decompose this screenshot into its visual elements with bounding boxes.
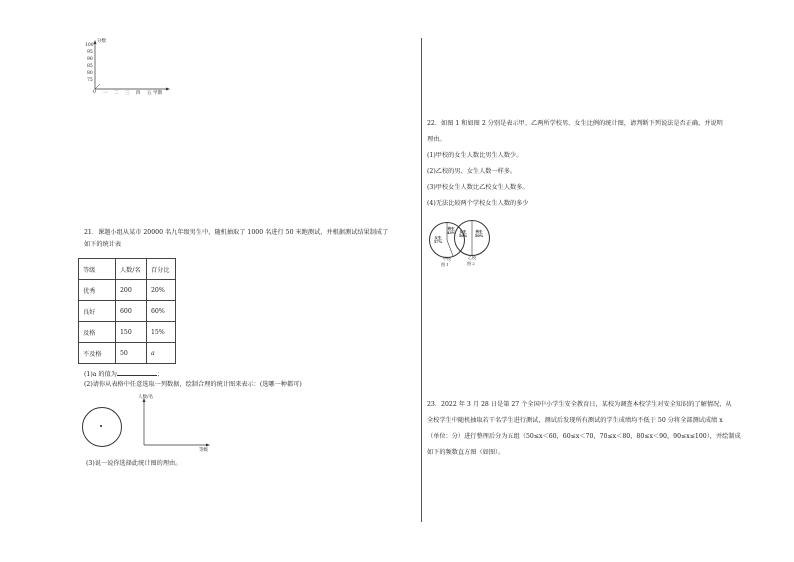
column-divider bbox=[421, 38, 422, 522]
stats-table bbox=[78, 258, 176, 364]
pie-b-female-pct: 50% bbox=[458, 234, 468, 239]
x-tick-label: 一 bbox=[103, 91, 108, 96]
pie-a-school: 甲校 bbox=[443, 256, 451, 261]
y-tick-label: 85 bbox=[87, 64, 93, 69]
y-tick-label: 90 bbox=[87, 57, 93, 62]
y-tick-label: 100 bbox=[85, 43, 94, 48]
table-cell: a bbox=[147, 343, 176, 364]
pie-a-male-text: 男生 bbox=[447, 227, 455, 231]
x-tick-label: 三 bbox=[125, 91, 130, 96]
blank-bar-chart bbox=[138, 394, 228, 454]
table-row bbox=[79, 301, 176, 322]
y-tick-label: 75 bbox=[87, 78, 93, 83]
pie-b-female-label bbox=[456, 230, 470, 238]
q23-line1: 23．2022 年 3 月 28 日是第 27 个全国中小学生安全教育日，某校为调查本校学生对安全知识的了解情况，从 bbox=[427, 401, 732, 408]
q22-line2: 理由。 bbox=[427, 136, 446, 143]
y-tick-label: 95 bbox=[87, 50, 93, 55]
q21-sub1 bbox=[84, 369, 163, 379]
table-row bbox=[79, 280, 176, 301]
pie-a-female-text: 女生 bbox=[434, 236, 442, 240]
table-header-cell: 人数/名 bbox=[116, 259, 147, 280]
blank-pie-circle bbox=[82, 407, 122, 447]
pie-a-female-label bbox=[430, 236, 446, 244]
pie-b-male-pct: 50% bbox=[474, 234, 484, 239]
table-cell: 20% bbox=[147, 280, 176, 301]
x-tick-label: 四 bbox=[136, 91, 141, 96]
q23-line4: 如下的频数直方图（如图）。 bbox=[427, 449, 505, 456]
table-header-row bbox=[79, 259, 176, 280]
q21-line1: 21．课题小组从某市 20000 名九年级男生中，随机抽取了 1000 名进行 50 米跑测试，并根据测试结果制成了 bbox=[84, 229, 389, 236]
q23-line3: （单位：分）进行整理后分为五组（50≤x＜60，60≤x＜70，70≤x＜80，80≤x＜90，90≤x≤100），并绘制成 bbox=[427, 433, 741, 440]
pie-a-female-pct: 57% bbox=[433, 240, 443, 245]
bar-y-title: 人数/名 bbox=[138, 395, 154, 400]
table-cell: 及格 bbox=[79, 322, 116, 343]
pie-b-female-text: 女生 bbox=[459, 230, 467, 234]
x-tick-label: 0 bbox=[93, 90, 96, 95]
q22-item: (2)乙校的男、女生人数一样多。 bbox=[427, 168, 517, 175]
table-cell: 60% bbox=[147, 301, 176, 322]
score-axis-chart bbox=[84, 38, 184, 96]
q22-line1: 22．如图 1 和如图 2 分别是表示甲、乙两所学校男、女生比例的统计图，请判断下列说法是否正确，并说明 bbox=[427, 120, 723, 127]
y-tick-label: 80 bbox=[87, 71, 93, 76]
blank-bar-axes bbox=[138, 394, 228, 454]
table-cell: 优秀 bbox=[79, 280, 116, 301]
q22-item: (4)无法比较两个学校女生人数的多少 bbox=[427, 200, 529, 207]
table-cell: 良好 bbox=[79, 301, 116, 322]
circle-center-dot bbox=[100, 425, 102, 427]
x-axis-title: 学期 bbox=[153, 91, 162, 96]
q21-sub1-prefix: (1)a 的值为 bbox=[84, 371, 117, 378]
q21-sub2: (2)请你从表格中任意选取一列数据，绘制合理的统计图来表示：(选哪一种都可) bbox=[84, 381, 302, 388]
q21-line2: 如下的统计表 bbox=[84, 241, 122, 248]
bar-x-title: 等级 bbox=[199, 448, 208, 453]
score-axis-svg bbox=[84, 38, 184, 96]
table-row bbox=[79, 322, 176, 343]
table-cell: 200 bbox=[116, 280, 147, 301]
q22-item: (1)甲校的女生人数比男生人数少。 bbox=[427, 152, 523, 159]
table-header-cell: 等级 bbox=[79, 259, 116, 280]
pie-b-caption: 图 2 bbox=[467, 261, 475, 266]
q21-sub1-suffix: ； bbox=[156, 371, 164, 378]
table-header-cell: 百分比 bbox=[147, 259, 176, 280]
q23-line2: 全校学生中随机抽取若干名学生进行测试，测试后发现所有测试的学生成绩均不低于 50 分将全部测试成绩 x bbox=[427, 417, 723, 424]
table-cell: 不及格 bbox=[79, 343, 116, 364]
pie-b-male-text: 男生 bbox=[475, 230, 483, 234]
table-cell: 15% bbox=[147, 322, 176, 343]
answer-blank bbox=[117, 369, 157, 376]
y-axis-title: 分数 bbox=[97, 39, 106, 44]
q21-sub3: (3)说一说你选择此统计图的理由。 bbox=[86, 460, 182, 467]
pie-b-male-label bbox=[472, 230, 486, 238]
x-tick-label: 五 bbox=[147, 91, 152, 96]
pie-a-male-pct: 43% bbox=[446, 231, 456, 236]
q22-item: (3)甲校女生人数比乙校女生人数多。 bbox=[427, 184, 529, 191]
table-cell: 50 bbox=[116, 343, 147, 364]
table-cell: 600 bbox=[116, 301, 147, 322]
x-tick-label: 二 bbox=[114, 91, 119, 96]
table-cell: 150 bbox=[116, 322, 147, 343]
table-row bbox=[79, 343, 176, 364]
pie-a-caption: 图 1 bbox=[441, 262, 449, 267]
pie-b-school: 乙校 bbox=[468, 255, 476, 260]
